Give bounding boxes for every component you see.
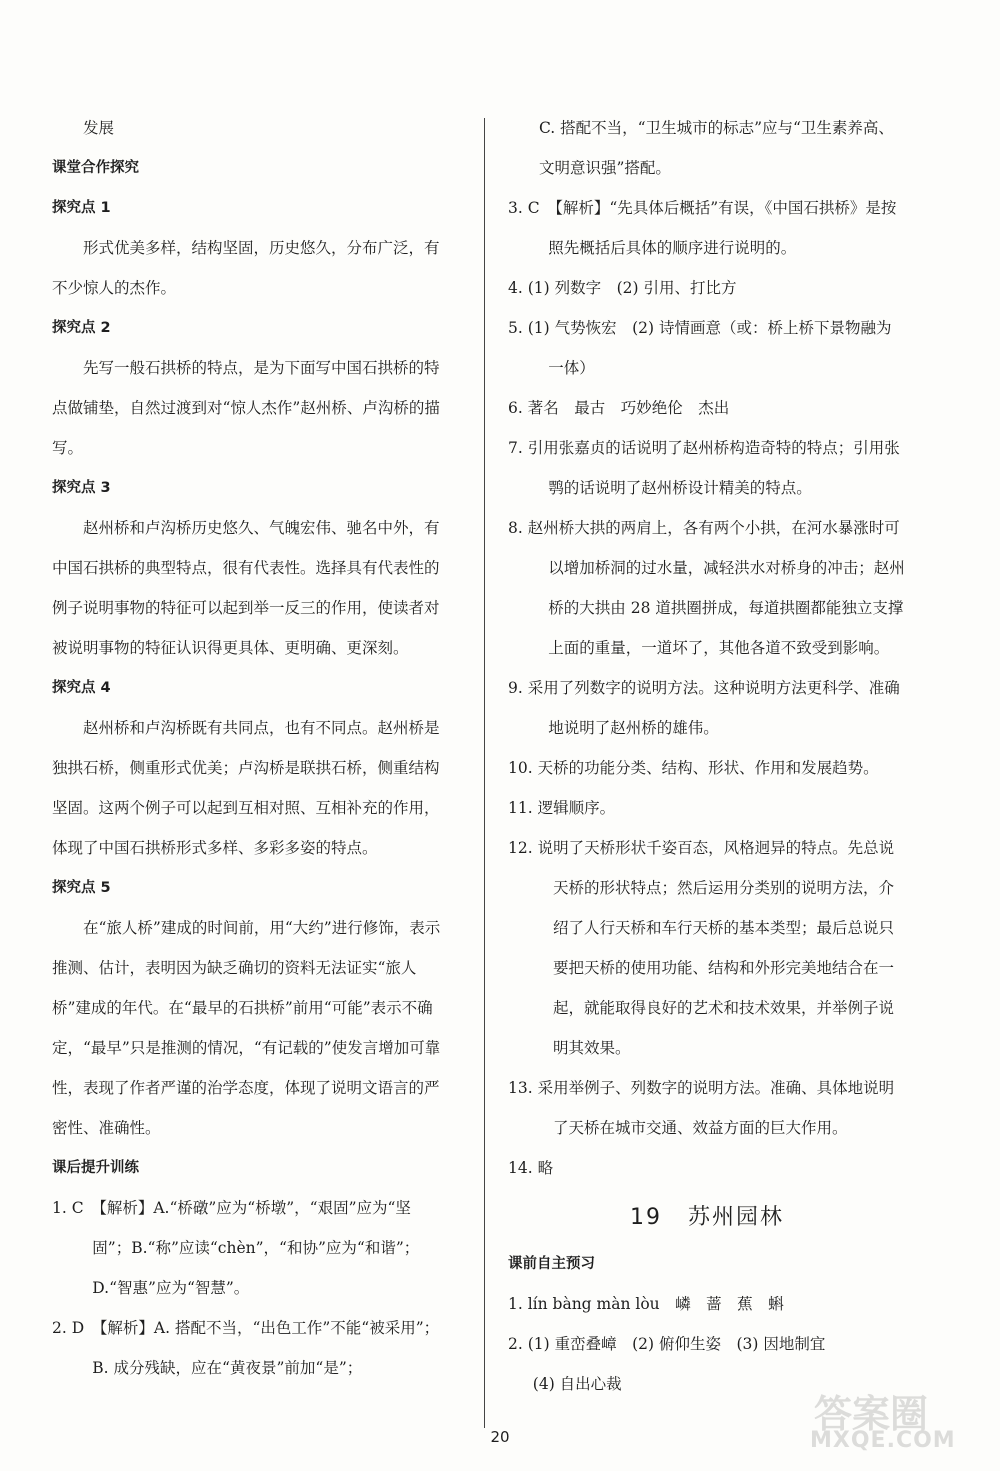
- text-paragraph: 先写一般石拱桥的特点，是为下面写中国石拱桥的特点做铺垫，自然过渡到对“惊人杰作”赵州桥、卢沟桥的描写。: [52, 359, 440, 457]
- section-heading: 探究点 5: [52, 880, 111, 896]
- text-paragraph: 10. 天桥的功能分类、结构、形状、作用和发展趋势。: [508, 759, 879, 777]
- text-paragraph: 1. lín bàng màn lòu 嶙 蔷 蕉 蝌: [508, 1295, 784, 1313]
- watermark-mark: 答案圈: [814, 1391, 929, 1436]
- text-paragraph: 9. 采用了列数字的说明方法。这种说明方法更科学、准确地说明了赵州桥的雄伟。: [508, 679, 900, 737]
- text-paragraph: 2. D 【解析】A. 搭配不当，“出色工作”不能“被采用”；B. 成分残缺，应在“黄夜景”前加“是”；: [52, 1319, 440, 1377]
- column-divider: [484, 118, 485, 1428]
- text-paragraph: 在“旅人桥”建成的时间前，用“大约”进行修饰，表示推测、估计，表明因为缺乏确切的资料无法证实“旅人桥”建成的年代。在“最早的石拱桥”前用“可能”表示不确定，“最早”只是推测的情况，“有记载的”使发言增加可靠性，表现了作者严谨的治学态度，体现了说明文语言的严密性、准确性。: [52, 919, 441, 1137]
- text-paragraph: 7. 引用张嘉贞的话说明了赵州桥构造奇特的特点；引用张鹗的话说明了赵州桥设计精美的特点。: [508, 439, 900, 497]
- text-paragraph: 发展: [83, 119, 115, 137]
- text-paragraph: 4. (1) 列数字 (2) 引用、打比方: [508, 279, 737, 297]
- watermark-site: MXQE.COM: [810, 1428, 956, 1453]
- text-paragraph: 13. 采用举例子、列数字的说明方法。准确、具体地说明了天桥在城市交通、效益方面的巨大作用。: [508, 1079, 895, 1137]
- text-paragraph: (4) 自出心裁: [532, 1375, 622, 1393]
- section-heading: 探究点 4: [52, 680, 111, 696]
- text-paragraph: 赵州桥和卢沟桥历史悠久、气魄宏伟、驰名中外，有中国石拱桥的典型特点，很有代表性。选择具有代表性的例子说明事物的特征可以起到举一反三的作用，使读者对被说明事物的特征认识得更具体、更明确、更深刻。: [52, 519, 440, 657]
- text-paragraph: 1. C 【解析】A.“桥礅”应为“桥墩”，“艰固”应为“坚固”；B.“称”应读“chèn”，“和协”应为“和谐”；D.“智惠”应为“智慧”。: [52, 1199, 420, 1297]
- text-paragraph: 5. (1) 气势恢宏 (2) 诗情画意（或：桥上桥下景物融为一体）: [508, 319, 892, 377]
- section-heading: 课后提升训练: [52, 1160, 139, 1176]
- section-heading: 探究点 2: [52, 320, 111, 336]
- answer-list: [508, 108, 906, 1188]
- watermark-logo: [804, 1383, 984, 1457]
- text-paragraph: 14. 略: [508, 1159, 554, 1177]
- lesson-number: 19: [629, 1205, 662, 1230]
- lesson-title: [508, 1198, 906, 1238]
- text-paragraph: 3. C 【解析】“先具体后概括”有误，《中国石拱桥》是按照先概括后具体的顺序进行说明的。: [508, 199, 897, 257]
- text-paragraph: 形式优美多样，结构坚固，历史悠久，分布广泛，有不少惊人的杰作。: [52, 239, 440, 297]
- page-number: 20: [490, 1428, 510, 1446]
- section-heading: 课前自主预习: [508, 1256, 595, 1272]
- section-heading: 探究点 1: [52, 200, 111, 216]
- left-column: [52, 108, 444, 1388]
- section-heading: 课堂合作探究: [52, 160, 139, 176]
- right-column: [508, 108, 906, 1404]
- section-heading: 探究点 3: [52, 480, 111, 496]
- text-paragraph: 6. 著名 最古 巧妙绝伦 杰出: [508, 399, 730, 417]
- text-paragraph: 2. (1) 重峦叠嶂 (2) 俯仰生姿 (3) 因地制宜: [508, 1335, 826, 1353]
- lesson-name: 苏州园林: [687, 1205, 784, 1230]
- text-paragraph: 8. 赵州桥大拱的两肩上，各有两个小拱，在河水暴涨时可以增加桥洞的过水量，减轻洪水对桥身的冲击；赵州桥的大拱由 28 道拱圈拼成，每道拱圈都能独立支撑上面的重量，一道坏了，其他各道不致受到影响。: [508, 519, 905, 657]
- text-paragraph: 11. 逻辑顺序。: [508, 799, 616, 817]
- text-paragraph: 12. 说明了天桥形状千姿百态，风格迥异的特点。先总说天桥的形状特点；然后运用分类别的说明方法，介绍了人行天桥和车行天桥的基本类型；最后总说只要把天桥的使用功能、结构和外形完美地结合在一起，就能取得良好的艺术和技术效果，并举例子说明其效果。: [508, 839, 895, 1057]
- text-paragraph: 赵州桥和卢沟桥既有共同点，也有不同点。赵州桥是独拱石桥，侧重形式优美；卢沟桥是联拱石桥，侧重结构坚固。这两个例子可以起到互相对照、互相补充的作用，体现了中国石拱桥形式多样、多彩多姿的特点。: [52, 719, 440, 857]
- text-paragraph: C. 搭配不当，“卫生城市的标志”应与“卫生素养高、文明意识强”搭配。: [539, 119, 894, 177]
